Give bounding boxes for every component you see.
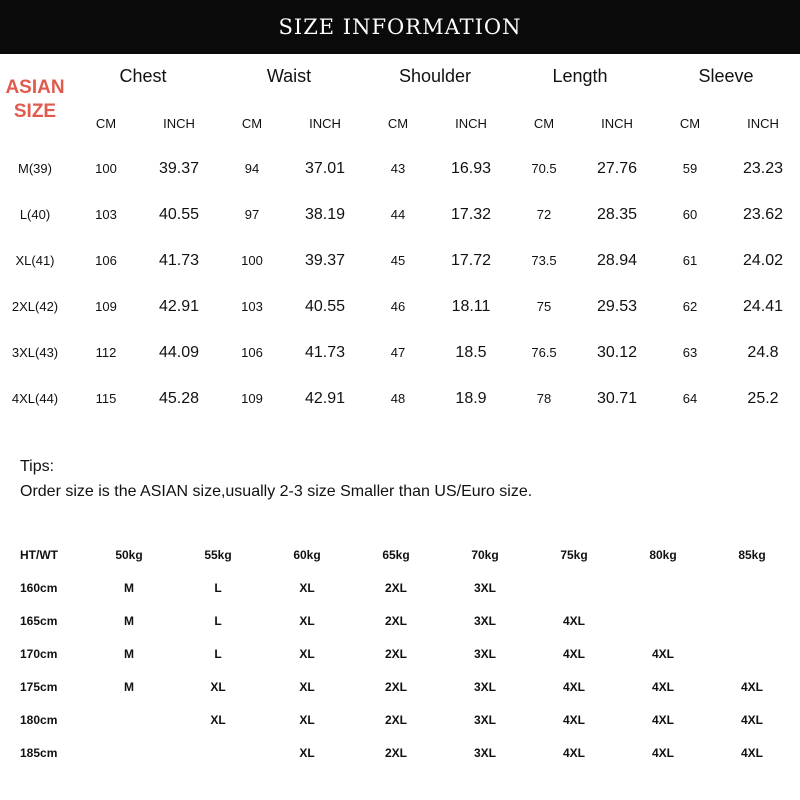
inch-value-cell: 40.55: [158, 206, 200, 223]
cm-value-cell: 106: [241, 345, 263, 360]
height-label: 170cm: [20, 647, 58, 661]
cm-value-cell: 100: [241, 253, 263, 268]
size-recommendation-cell: M: [124, 614, 134, 628]
size-recommendation-cell: [178, 743, 258, 763]
cm-value-cell: 44: [390, 207, 406, 222]
cm-value-cell: 76.5: [531, 345, 557, 360]
unit-label-cm: CM: [241, 116, 263, 131]
size-recommendation-cell: [623, 611, 703, 631]
inch-value-cell: 23.23: [742, 160, 784, 177]
inch-value-cell: 39.37: [158, 160, 200, 177]
size-recommendation-cell: M: [124, 581, 134, 595]
cm-value-cell: 106: [95, 253, 117, 268]
size-recommendation-cell: [623, 578, 703, 598]
size-recommendation-cell: 4XL: [651, 680, 674, 694]
size-cell: 2XL(42): [11, 299, 59, 314]
table-row: [0, 644, 800, 664]
table-row: [0, 246, 800, 276]
inch-value-cell: 24.02: [742, 252, 784, 269]
size-recommendation-cell: 3XL: [473, 746, 496, 760]
unit-label-cm: CM: [387, 116, 409, 131]
cm-value-cell: 97: [244, 207, 260, 222]
size-recommendation-cell: XL: [299, 746, 315, 760]
tips-label: Tips:: [20, 458, 55, 475]
size-recommendation-cell: [89, 743, 169, 763]
size-recommendation-cell: 2XL: [384, 647, 407, 661]
table-row: [0, 200, 800, 230]
size-recommendation-cell: XL: [299, 647, 315, 661]
size-recommendation-cell: 3XL: [473, 680, 496, 694]
cm-value-cell: 103: [95, 207, 117, 222]
size-cell: 4XL(44): [11, 391, 59, 406]
size-recommendation-cell: XL: [299, 713, 315, 727]
inch-value-cell: 41.73: [304, 344, 346, 361]
unit-label-inch: INCH: [747, 116, 779, 131]
inch-value-cell: 27.76: [596, 160, 638, 177]
weight-header: 70kg: [471, 548, 499, 562]
cm-value-cell: 75: [536, 299, 552, 314]
height-label: 180cm: [20, 713, 58, 727]
size-cell: L(40): [19, 207, 51, 222]
cm-value-cell: 78: [536, 391, 552, 406]
ht-wt-header-row: [0, 545, 800, 565]
size-recommendation-cell: XL: [299, 614, 315, 628]
size-cell: XL(41): [15, 253, 55, 268]
table-row: [0, 292, 800, 322]
column-header: Shoulder: [398, 66, 472, 86]
inch-value-cell: 30.12: [596, 344, 638, 361]
size-recommendation-cell: 4XL: [562, 713, 585, 727]
column-header: Length: [552, 66, 608, 86]
size-recommendation-cell: [534, 578, 614, 598]
size-recommendation-cell: 4XL: [651, 713, 674, 727]
cm-value-cell: 109: [95, 299, 117, 314]
weight-header: 55kg: [204, 548, 232, 562]
size-recommendation-cell: 2XL: [384, 680, 407, 694]
cm-value-cell: 73.5: [531, 253, 557, 268]
height-label: 185cm: [20, 746, 58, 760]
inch-value-cell: 45.28: [158, 390, 200, 407]
inch-value-cell: 42.91: [158, 298, 200, 315]
table-row: [0, 710, 800, 730]
height-label: 175cm: [20, 680, 58, 694]
cm-value-cell: 48: [390, 391, 406, 406]
cm-value-cell: 103: [241, 299, 263, 314]
inch-value-cell: 16.93: [450, 160, 492, 177]
inch-value-cell: 39.37: [304, 252, 346, 269]
column-header: Sleeve: [698, 66, 754, 86]
size-recommendation-cell: 3XL: [473, 713, 496, 727]
asian-size-label-line2: SIZE: [13, 101, 57, 122]
cm-value-cell: 63: [682, 345, 698, 360]
cm-value-cell: 109: [241, 391, 263, 406]
inch-value-cell: 24.8: [747, 344, 779, 361]
size-recommendation-cell: M: [124, 680, 134, 694]
inch-value-cell: 28.35: [596, 206, 638, 223]
cm-value-cell: 62: [682, 299, 698, 314]
table-row: [0, 338, 800, 368]
size-recommendation-cell: L: [214, 614, 222, 628]
size-recommendation-cell: 3XL: [473, 614, 496, 628]
cm-value-cell: 61: [682, 253, 698, 268]
inch-value-cell: 44.09: [158, 344, 200, 361]
height-label: 165cm: [20, 614, 58, 628]
table-row: [0, 611, 800, 631]
inch-value-cell: 41.73: [158, 252, 200, 269]
unit-label-cm: CM: [679, 116, 701, 131]
size-recommendation-cell: 2XL: [384, 713, 407, 727]
unit-label-cm: CM: [533, 116, 555, 131]
inch-value-cell: 18.5: [455, 344, 487, 361]
unit-label-inch: INCH: [455, 116, 487, 131]
weight-header: 65kg: [382, 548, 410, 562]
inch-value-cell: 42.91: [304, 390, 346, 407]
size-recommendation-cell: 3XL: [473, 647, 496, 661]
height-label: 160cm: [20, 581, 58, 595]
ht-wt-corner-label: HT/WT: [20, 548, 58, 562]
page-title: SIZE INFORMATION: [278, 15, 522, 39]
column-header: Waist: [266, 66, 312, 86]
size-cell: M(39): [18, 161, 52, 176]
cm-value-cell: 46: [390, 299, 406, 314]
cm-value-cell: 59: [682, 161, 698, 176]
asian-size-label: [0, 76, 70, 124]
table-row: [0, 743, 800, 763]
size-recommendation-cell: 4XL: [562, 647, 585, 661]
size-recommendation-cell: 4XL: [651, 746, 674, 760]
cm-value-cell: 64: [682, 391, 698, 406]
size-recommendation-cell: L: [214, 647, 222, 661]
size-recommendation-cell: 4XL: [562, 746, 585, 760]
inch-value-cell: 24.41: [742, 298, 784, 315]
size-recommendation-cell: [712, 578, 792, 598]
weight-header: 85kg: [738, 548, 766, 562]
size-recommendation-cell: 4XL: [740, 746, 763, 760]
inch-value-cell: 28.94: [596, 252, 638, 269]
cm-value-cell: 45: [390, 253, 406, 268]
cm-value-cell: 100: [95, 161, 117, 176]
cm-value-cell: 112: [95, 345, 117, 360]
inch-value-cell: 30.71: [596, 390, 638, 407]
size-recommendation-cell: 4XL: [651, 647, 674, 661]
weight-header: 60kg: [293, 548, 321, 562]
size-recommendation-cell: [712, 611, 792, 631]
size-recommendation-cell: 4XL: [740, 680, 763, 694]
asian-size-label-line1: ASIAN: [5, 77, 65, 98]
size-recommendation-cell: XL: [299, 581, 315, 595]
size-recommendation-cell: XL: [210, 680, 226, 694]
size-recommendation-cell: 4XL: [562, 680, 585, 694]
table-row: [0, 384, 800, 414]
cm-value-cell: 47: [390, 345, 406, 360]
size-recommendation-cell: 3XL: [473, 581, 496, 595]
inch-value-cell: 38.19: [304, 206, 346, 223]
size-recommendation-cell: 4XL: [740, 713, 763, 727]
unit-label-cm: CM: [95, 116, 117, 131]
inch-value-cell: 17.72: [450, 252, 492, 269]
inch-value-cell: 17.32: [450, 206, 492, 223]
cm-value-cell: 60: [682, 207, 698, 222]
inch-value-cell: 18.9: [455, 390, 487, 407]
column-header: Chest: [119, 66, 167, 86]
table-row: [0, 154, 800, 184]
inch-value-cell: 37.01: [304, 160, 346, 177]
tips-section: [20, 454, 532, 504]
table-row: [0, 578, 800, 598]
size-recommendation-cell: 2XL: [384, 614, 407, 628]
size-recommendation-cell: [712, 644, 792, 664]
size-recommendation-cell: XL: [210, 713, 226, 727]
inch-value-cell: 25.2: [747, 390, 779, 407]
cm-value-cell: 70.5: [531, 161, 557, 176]
cm-value-cell: 115: [95, 391, 117, 406]
size-recommendation-cell: M: [124, 647, 134, 661]
size-recommendation-cell: 2XL: [384, 746, 407, 760]
size-recommendation-cell: [89, 710, 169, 730]
size-cell: 3XL(43): [11, 345, 59, 360]
cm-value-cell: 43: [390, 161, 406, 176]
size-recommendation-cell: 2XL: [384, 581, 407, 595]
table-row: [0, 677, 800, 697]
inch-value-cell: 40.55: [304, 298, 346, 315]
inch-value-cell: 29.53: [596, 298, 638, 315]
header-bar: [0, 0, 800, 54]
unit-label-inch: INCH: [601, 116, 633, 131]
weight-header: 50kg: [115, 548, 143, 562]
inch-value-cell: 23.62: [742, 206, 784, 223]
inch-value-cell: 18.11: [451, 298, 491, 315]
cm-value-cell: 94: [244, 161, 260, 176]
size-recommendation-cell: L: [214, 581, 222, 595]
size-recommendation-cell: XL: [299, 680, 315, 694]
tips-text: Order size is the ASIAN size,usually 2-3 size Smaller than US/Euro size.: [20, 483, 533, 500]
weight-header: 75kg: [560, 548, 588, 562]
unit-label-inch: INCH: [163, 116, 195, 131]
cm-value-cell: 72: [536, 207, 552, 222]
unit-label-inch: INCH: [309, 116, 341, 131]
size-recommendation-cell: 4XL: [562, 614, 585, 628]
weight-header: 80kg: [649, 548, 677, 562]
